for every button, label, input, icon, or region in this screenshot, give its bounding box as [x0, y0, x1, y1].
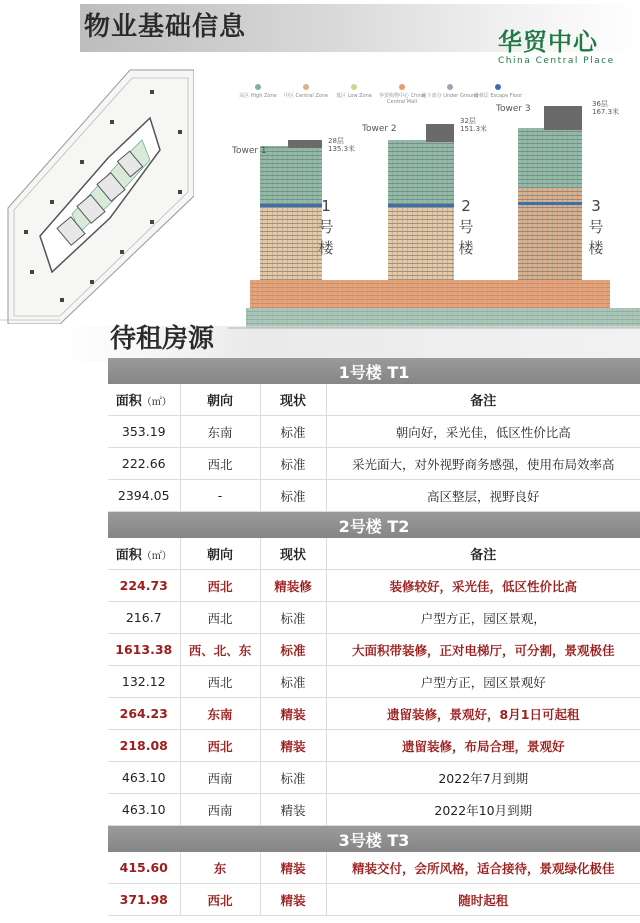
table-row: [108, 794, 640, 826]
cell-area: 353.19: [108, 416, 180, 448]
legend-label: 避难层 Escape Floor: [473, 93, 523, 99]
tower3-floors: 36层: [592, 100, 608, 108]
cell-orientation: 东南: [180, 416, 260, 448]
legend-swatch: [495, 84, 501, 90]
legend-swatch: [255, 84, 261, 90]
cell-status: 精装修: [260, 570, 326, 602]
legend-swatch: [303, 84, 309, 90]
cell-remark: 2022年10月到期: [326, 794, 640, 826]
brand-logo: [498, 30, 615, 66]
table-row: [108, 480, 640, 512]
vacancy-tables: [108, 358, 640, 916]
tower2-number: [456, 196, 476, 259]
cell-orientation: 西北: [180, 602, 260, 634]
column-header-orientation: 朝向: [180, 384, 260, 416]
tower3-caption: Tower 3: [496, 104, 531, 114]
page-title: 物业基础信息: [84, 12, 247, 42]
cell-area: 132.12: [108, 666, 180, 698]
cell-area: 463.10: [108, 794, 180, 826]
cell-area: 216.7: [108, 602, 180, 634]
tower-number-glyph: 楼: [588, 239, 604, 257]
tower1-header: 1号楼 T1: [108, 358, 640, 384]
tower-number-glyph: 1: [321, 197, 331, 215]
cell-status: 标准: [260, 666, 326, 698]
cell-area: 463.10: [108, 762, 180, 794]
table-row: [108, 416, 640, 448]
tower1-height: 135.3米: [328, 145, 356, 153]
tower-number-glyph: 号: [588, 218, 604, 236]
cell-status: 精装: [260, 884, 326, 916]
elevation-svg: [228, 100, 640, 330]
cell-status: 标准: [260, 634, 326, 666]
tower2-height: 151.3米: [460, 125, 488, 133]
tower1-caption: Tower 1: [232, 146, 267, 156]
legend-label: 华贸购物中心 China Central Mall: [379, 93, 425, 105]
cell-status: 标准: [260, 762, 326, 794]
floor-plan-drawing: [0, 40, 194, 324]
cell-area: 415.60: [108, 852, 180, 884]
cell-remark: 采光面大，对外视野商务感强，使用布局效率高: [326, 448, 640, 480]
tower2-caption: Tower 2: [362, 124, 397, 134]
table-row: [108, 570, 640, 602]
logo-english: China Central Place: [498, 56, 615, 66]
cell-remark: 户型方正，园区景观，: [326, 602, 640, 634]
cell-remark: 精装交付，会所风格，适合接待，景观绿化极佳: [326, 852, 640, 884]
building-elevation: [228, 100, 640, 330]
cell-area: 224.73: [108, 570, 180, 602]
table-row: [108, 852, 640, 884]
cell-remark: 遗留装修，布局合理，景观好: [326, 730, 640, 762]
cell-orientation: 西北: [180, 730, 260, 762]
cell-remark: 朝向好，采光佳，低区性价比高: [326, 416, 640, 448]
table-row: [108, 666, 640, 698]
column-header-status: 现状: [260, 384, 326, 416]
cell-remark: 随时起租: [326, 884, 640, 916]
table-row: [108, 634, 640, 666]
cell-status: 精装: [260, 730, 326, 762]
cell-remark: 2022年7月到期: [326, 762, 640, 794]
tower1-floors: 28层: [328, 137, 344, 145]
tower2-floors: 32层: [460, 117, 476, 125]
section-band: [0, 326, 640, 362]
table-row: [108, 448, 640, 480]
cell-remark: 装修较好，采光佳，低区性价比高: [326, 570, 640, 602]
tower3-table: [108, 852, 640, 916]
cell-status: 精装: [260, 698, 326, 730]
cell-status: 精装: [260, 794, 326, 826]
cell-orientation: 西南: [180, 794, 260, 826]
cell-orientation: 东南: [180, 698, 260, 730]
legend-label: 高区 High Zone: [239, 93, 277, 99]
tower-number-glyph: 楼: [458, 239, 474, 257]
column-header-status: 现状: [260, 538, 326, 570]
column-header-orientation: 朝向: [180, 538, 260, 570]
cell-orientation: 西北: [180, 448, 260, 480]
tower1-number: [316, 196, 336, 259]
cell-status: 精装: [260, 852, 326, 884]
tower3-number: [586, 196, 606, 259]
cell-orientation: -: [180, 480, 260, 512]
legend-label: 低区 Low Zone: [336, 93, 372, 99]
column-header-remark: 备注: [326, 538, 640, 570]
cell-status: 标准: [260, 416, 326, 448]
column-header-remark: 备注: [326, 384, 640, 416]
table-header-row: [108, 384, 640, 416]
logo-chinese: 华贸中心: [498, 28, 598, 56]
table-header-row: [108, 538, 640, 570]
cell-area: 264.23: [108, 698, 180, 730]
tower3-header: 3号楼 T3: [108, 826, 640, 852]
cell-remark: 户型方正，园区景观好: [326, 666, 640, 698]
cell-area: 2394.05: [108, 480, 180, 512]
cell-area: 218.08: [108, 730, 180, 762]
column-header-area: 面积（㎡）: [108, 538, 180, 570]
tower-number-glyph: 楼: [318, 239, 334, 257]
tower-number-glyph: 号: [318, 218, 334, 236]
cell-orientation: 西北: [180, 570, 260, 602]
legend-swatch: [447, 84, 453, 90]
cell-remark: 大面积带装修，正对电梯厅，可分割，景观极佳: [326, 634, 640, 666]
tower-number-glyph: 3: [591, 197, 601, 215]
cell-orientation: 西北: [180, 884, 260, 916]
tower2-header: 2号楼 T2: [108, 512, 640, 538]
table-row: [108, 698, 640, 730]
legend-label: 中区 Central Zone: [283, 93, 329, 99]
legend-label: 地下部分 Under Ground: [421, 93, 479, 99]
cell-area: 222.66: [108, 448, 180, 480]
cell-remark: 遗留装修，景观好，8月1日可起租: [326, 698, 640, 730]
column-header-area: 面积（㎡）: [108, 384, 180, 416]
cell-area: 371.98: [108, 884, 180, 916]
cell-area: 1613.38: [108, 634, 180, 666]
section-title: 待租房源: [110, 324, 215, 354]
cell-remark: 高区整层，视野良好: [326, 480, 640, 512]
cell-orientation: 东: [180, 852, 260, 884]
cell-orientation: 西南: [180, 762, 260, 794]
cell-orientation: 西北: [180, 666, 260, 698]
table-row: [108, 730, 640, 762]
table-row: [108, 762, 640, 794]
tower3-height: 167.3米: [592, 108, 620, 116]
tower1-table: [108, 384, 640, 512]
legend-item: [468, 84, 528, 99]
cell-status: 标准: [260, 602, 326, 634]
legend-swatch: [399, 84, 405, 90]
table-row: [108, 602, 640, 634]
table-row: [108, 884, 640, 916]
legend-swatch: [351, 84, 357, 90]
cell-status: 标准: [260, 480, 326, 512]
tower-number-glyph: 2: [461, 197, 471, 215]
cell-orientation: 西、北、东: [180, 634, 260, 666]
tower-number-glyph: 号: [458, 218, 474, 236]
cell-status: 标准: [260, 448, 326, 480]
tower2-table: [108, 538, 640, 826]
